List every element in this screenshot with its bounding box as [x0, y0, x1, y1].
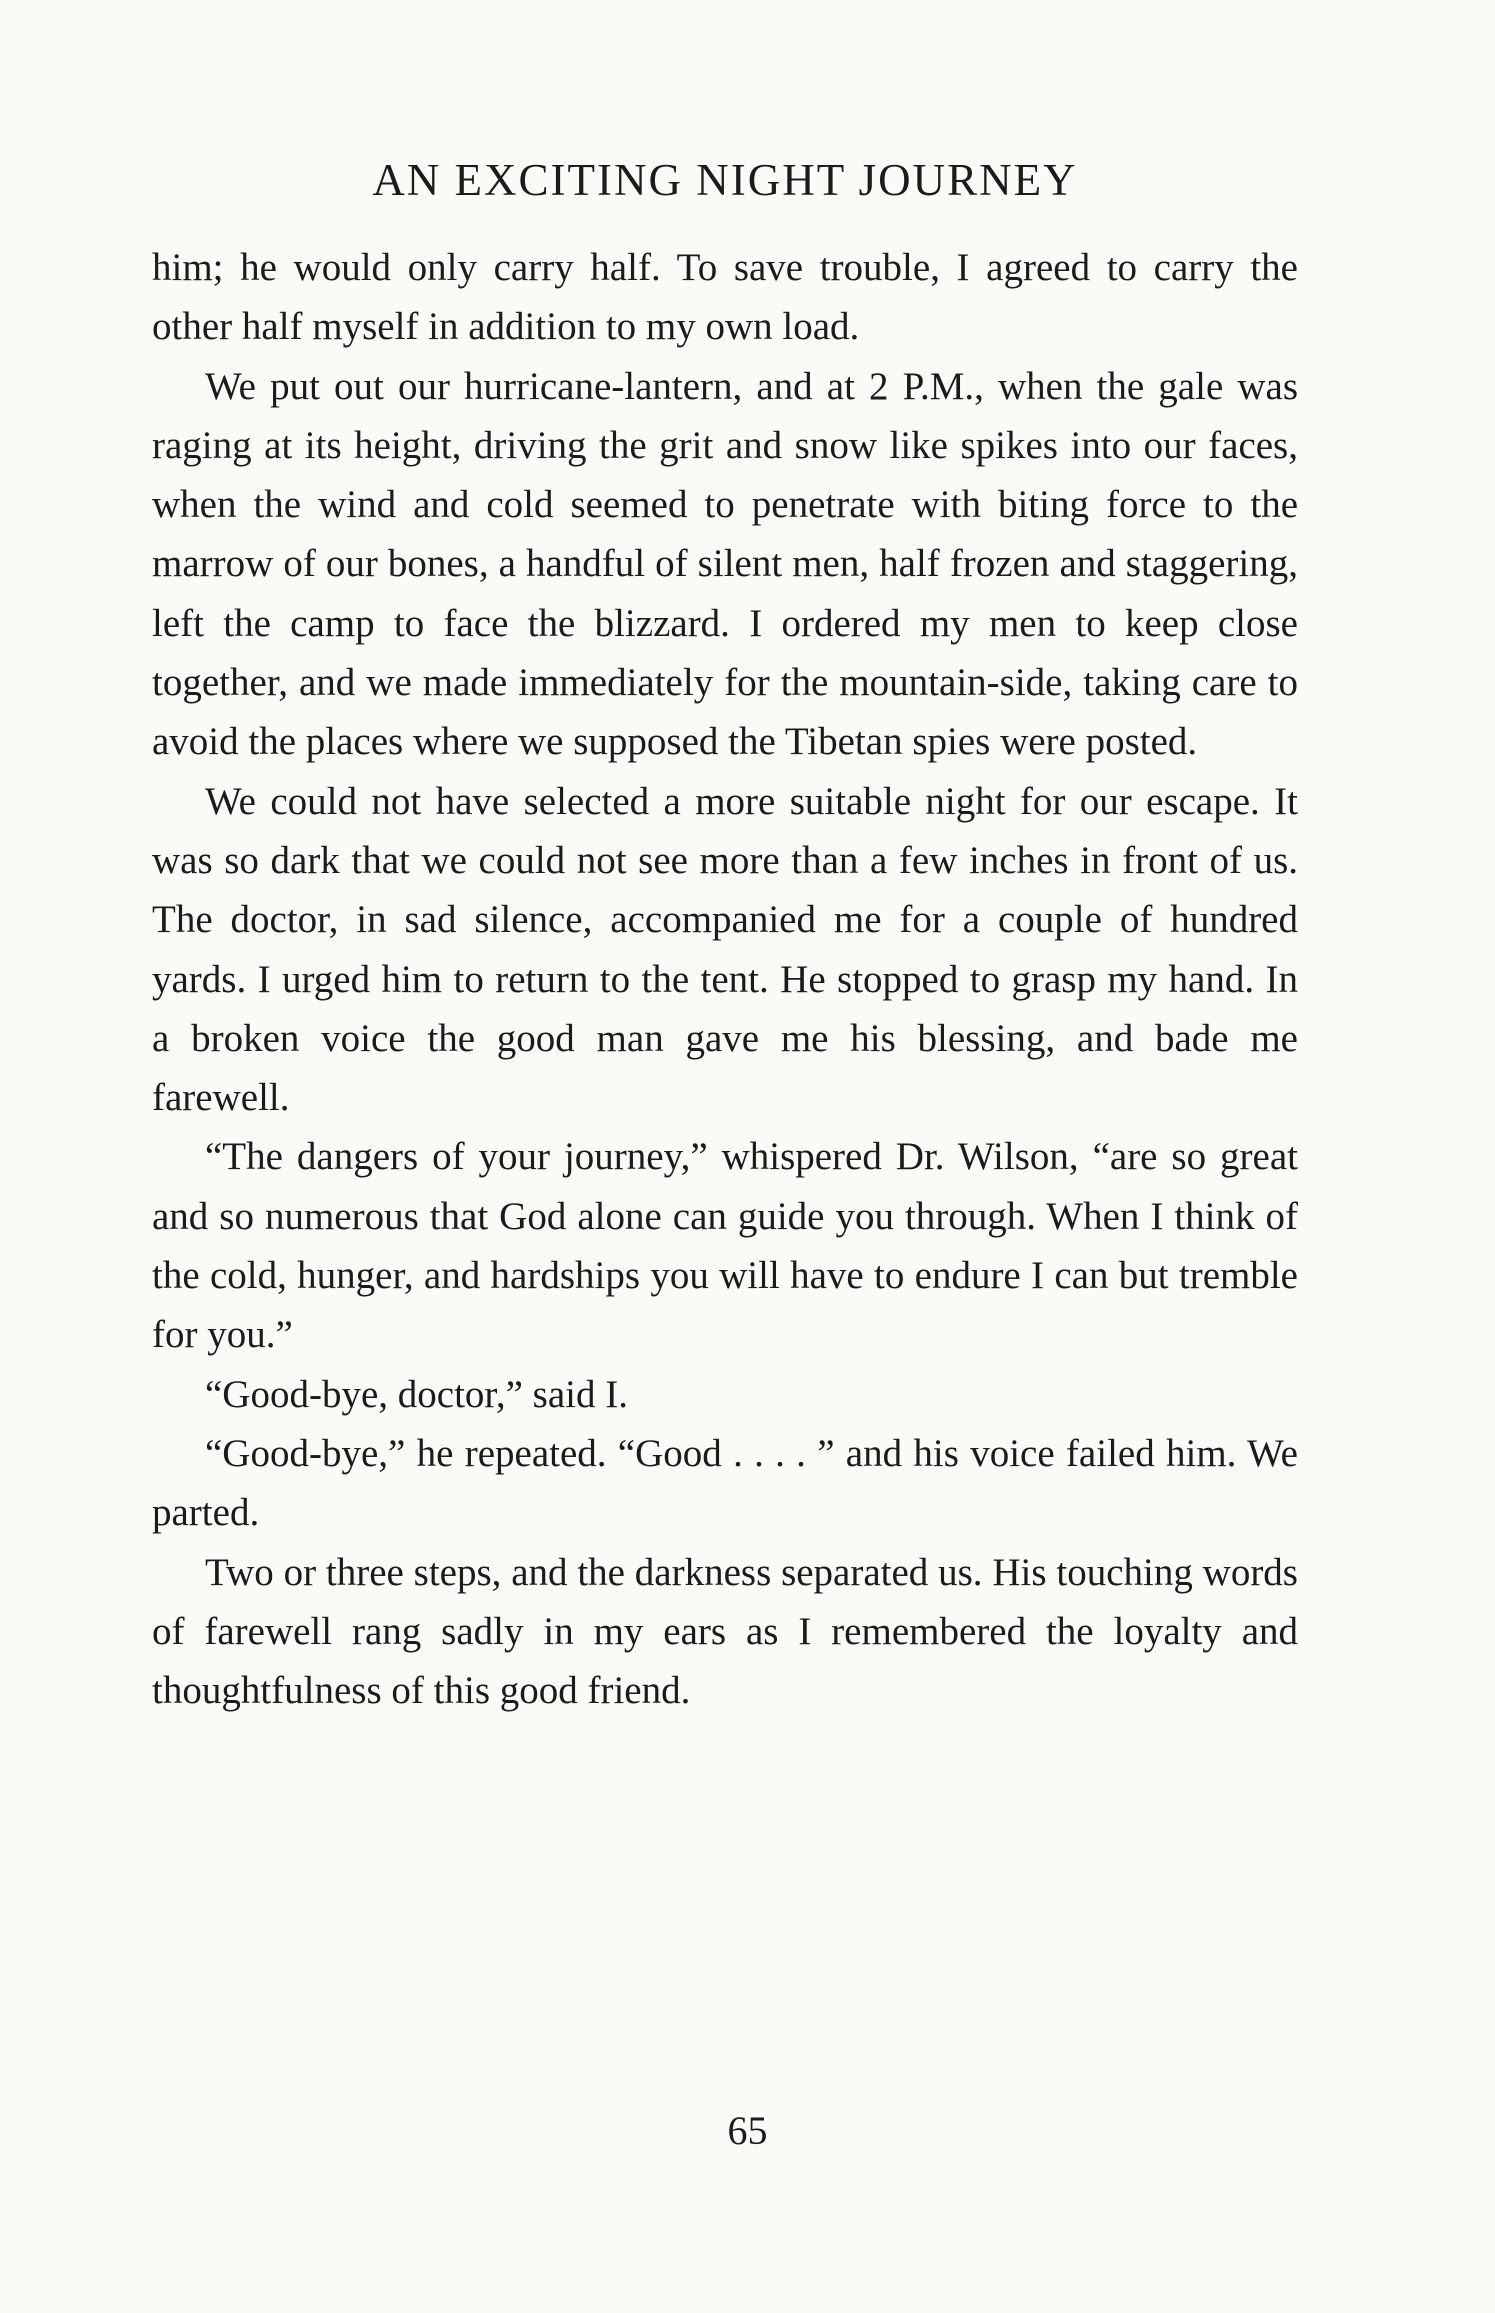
book-page: [152, 150, 1298, 1720]
page-number: 65: [727, 2108, 768, 2153]
body-text: [152, 238, 1298, 1720]
paragraph-continued: him; he would only carry half. To save trouble, I agreed to carry the other half myself in addition to my own load.: [152, 246, 1298, 349]
paragraph: “Good-bye,” he repeated. “Good . . . . ” and his voice failed him. We parted.: [152, 1431, 1298, 1535]
paragraph: “The dangers of your journey,” whispered Dr. Wilson, “are so great and so numerous that God alone can guide you through. When I think of the cold, hunger, and hardships you will have to endure I can but tremble for you.”: [152, 1135, 1298, 1357]
running-head: AN EXCITING NIGHT JOURNEY: [372, 155, 1078, 205]
paragraph: We put out our hurricane-lantern, and at 2 P.M., when the gale was raging at its height, driving the grit and snow like spikes into our faces, when the wind and cold seemed to penetrate with biting force to the marrow of our bones, a handful of silent men, half frozen and staggering, left the camp to face the blizzard. I ordered my men to keep close together, and we made immediately for the mountain-side, taking care to avoid the places where we supposed the Tibetan spies were posted.: [152, 364, 1298, 764]
paragraph: “Good-bye, doctor,” said I.: [205, 1372, 628, 1416]
paragraph: We could not have selected a more suitable night for our escape. It was so dark that we could not see more than a few inches in front of us. The doctor, in sad silence, accompanied me for a couple of hundred yards. I urged him to return to the tent. He stopped to grasp my hand. In a broken voice the good man gave me his blessing, and bade me farewell.: [152, 779, 1298, 1120]
paragraph: Two or three steps, and the darkness separated us. His touching words of farewell rang sadly in my ears as I remembered the loyalty and thoughtfulness of this good friend.: [152, 1550, 1298, 1713]
